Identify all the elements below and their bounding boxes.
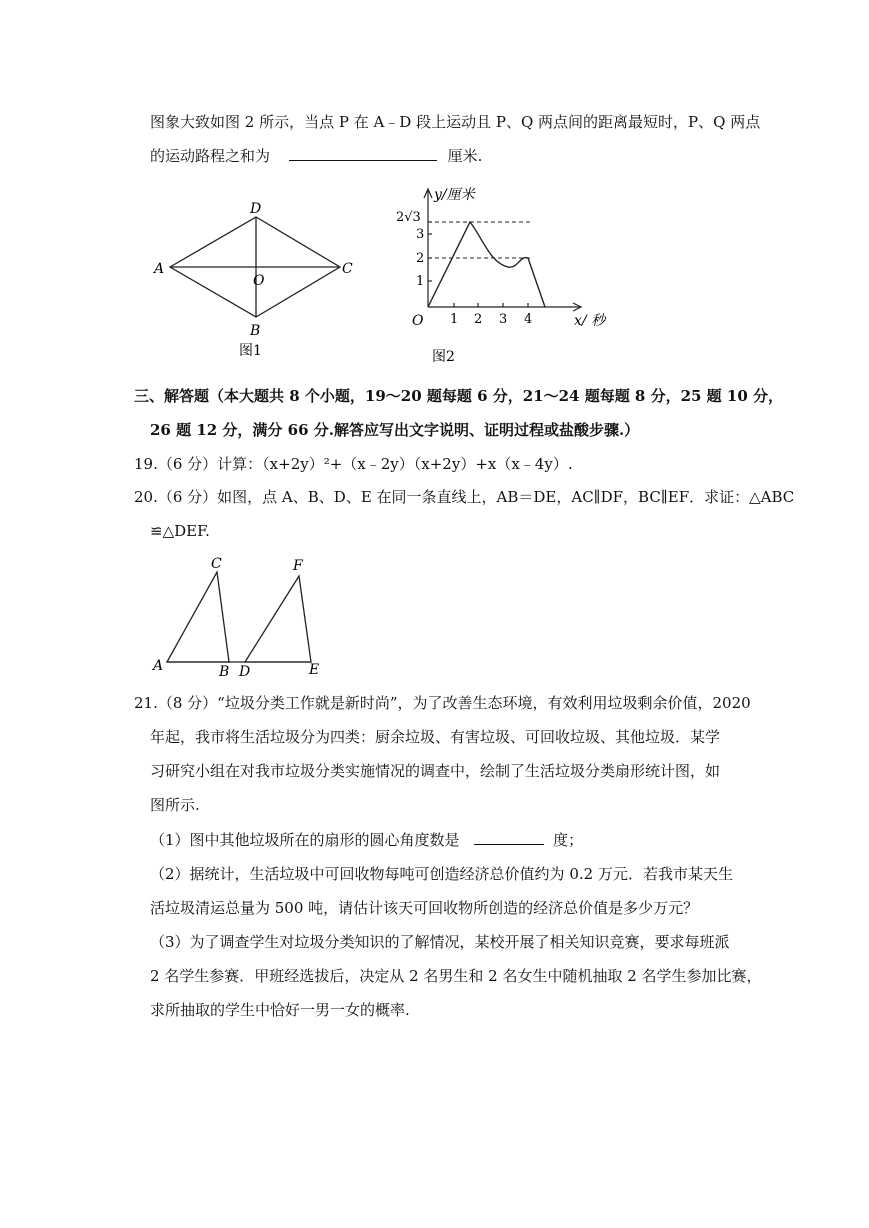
- x-tick-4: 4: [524, 312, 533, 327]
- y-tick-1: 1: [416, 274, 425, 289]
- figure-1-rhombus: [140, 195, 370, 365]
- question-21-part-2-line-1: （2）据统计，生活垃圾中可回收物每吨可创造经济总价值约为 0.2 万元．若我市某天生: [150, 865, 733, 883]
- y-tick-2root3: 2√3: [396, 210, 421, 225]
- label-E: E: [309, 662, 320, 678]
- x-axis-label: x/ 秒: [574, 313, 606, 329]
- answer-blank-distance: [289, 146, 437, 161]
- label-D: D: [250, 201, 262, 217]
- label-A: A: [154, 261, 165, 277]
- question-19: 19.（6 分）计算：（x+2y）²+（x﹣2y）（x+2y）+x（x﹣4y）.: [134, 455, 573, 473]
- distance-curve: [428, 222, 545, 307]
- figure-2-caption: 图2: [432, 349, 455, 365]
- y-axis-label: y/厘米: [434, 187, 475, 203]
- question-21-line-1: 21.（8 分）“垃圾分类工作就是新时尚”，为了改善生态环境，有效利用垃圾剩余价值，2020: [134, 694, 751, 712]
- label-B: B: [219, 664, 230, 680]
- figure-3-triangles: [145, 552, 345, 682]
- section-3-heading-line-1: 三、解答题（本大题共 8 个小题，19～20 题每题 6 分，21～24 题每题 8 分，25 题 10 分，: [134, 387, 784, 405]
- question-21-line-2: 年起，我市将生活垃圾分为四类：厨余垃圾、有害垃圾、可回收垃圾、其他垃圾．某学: [150, 728, 721, 746]
- x-tick-1: 1: [450, 312, 459, 327]
- section-3-heading-line-2: 26 题 12 分，满分 66 分.解答应写出文字说明、证明过程或盐酸步骤.）: [150, 421, 640, 439]
- question-21-part-3-line-3: 求所抽取的学生中恰好一男一女的概率.: [150, 1001, 410, 1019]
- label-B: B: [250, 323, 261, 339]
- label-C: C: [211, 556, 222, 572]
- question-20-line-2: ≌△DEF.: [150, 522, 210, 540]
- question-21-part-1-text: （1）图中其他垃圾所在的扇形的圆心角度数是: [150, 831, 460, 849]
- question-21-part-3-line-1: （3）为了调查学生对垃圾分类知识的了解情况，某校开展了相关知识竞赛，要求每班派: [150, 933, 730, 951]
- question-21-line-3: 习研究小组在对我市垃圾分类实施情况的调查中，绘制了生活垃圾分类扇形统计图，如: [150, 762, 721, 780]
- question-20-line-1: 20.（6 分）如图，点 A、B、D、E 在同一条直线上，AB＝DE，AC∥DF，BC∥EF．求证：△ABC: [134, 488, 795, 506]
- x-tick-2: 2: [474, 312, 483, 327]
- figure-2-graph: [390, 185, 620, 370]
- label-O: O: [253, 273, 265, 289]
- label-F: F: [293, 558, 303, 574]
- label-D: D: [239, 664, 251, 680]
- intro-line-2: [150, 146, 482, 166]
- intro-line-2-text: 的运动路程之和为: [150, 147, 271, 165]
- question-21-part-1-unit: 度；: [553, 831, 584, 849]
- question-21-part-1: [150, 830, 583, 850]
- question-21-part-2-line-2: 活垃圾清运总量为 500 吨，请估计该天可回收物所创造的经济总价值是多少万元？: [150, 899, 699, 917]
- figure-1-caption: 图1: [239, 343, 262, 359]
- origin-label: O: [412, 313, 424, 329]
- x-tick-3: 3: [499, 312, 508, 327]
- label-C: C: [342, 261, 353, 277]
- y-tick-3: 3: [416, 227, 425, 242]
- y-tick-2: 2: [416, 251, 425, 266]
- question-21-line-4: 图所示.: [150, 796, 200, 814]
- intro-line-2-unit: 厘米.: [447, 147, 483, 165]
- question-21-part-3-line-2: 2 名学生参赛．甲班经选拔后，决定从 2 名男生和 2 名女生中随机抽取 2 名学生参加比赛，: [150, 967, 762, 985]
- label-A: A: [153, 658, 164, 674]
- intro-line-1: 图象大致如图 2 所示，当点 P 在 A﹣D 段上运动且 P、Q 两点间的距离最短时，P、Q 两点: [150, 113, 761, 131]
- answer-blank-angle: [474, 830, 544, 845]
